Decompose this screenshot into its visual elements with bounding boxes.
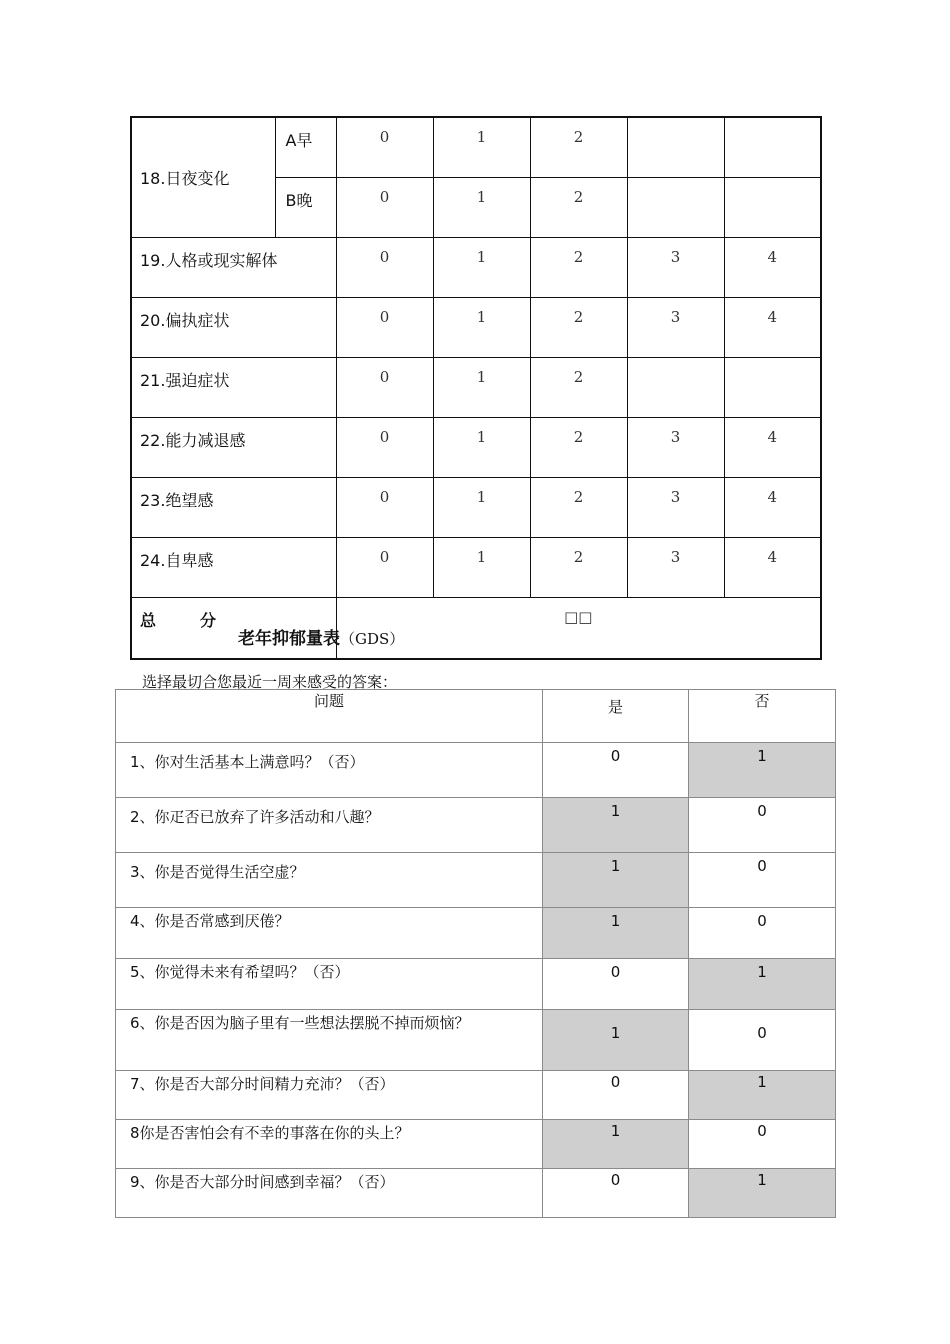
score-cell[interactable]: 1: [433, 418, 530, 478]
table-row: [116, 853, 836, 908]
score-cell[interactable]: 1: [433, 117, 530, 178]
score-cell[interactable]: 3: [627, 538, 724, 598]
item-18-label: 18.日夜变化: [131, 117, 275, 238]
score-cell[interactable]: 2: [530, 117, 627, 178]
score-cell[interactable]: 0: [336, 298, 433, 358]
score-cell[interactable]: 2: [530, 358, 627, 418]
gds-title: 老年抑郁量表（GDS）: [238, 629, 405, 649]
table-row: [116, 1169, 836, 1218]
answer-no[interactable]: 0: [689, 798, 836, 853]
answer-yes[interactable]: 0: [543, 743, 689, 798]
answer-no[interactable]: 1: [689, 1071, 836, 1120]
score-cell[interactable]: 4: [724, 298, 821, 358]
item-18b-label: B晚: [275, 178, 336, 238]
score-cell[interactable]: 4: [724, 478, 821, 538]
score-cell[interactable]: 1: [433, 298, 530, 358]
question-text: 6、你是否因为脑子里有一些想法摆脱不掉而烦恼？: [116, 1010, 543, 1071]
score-cell[interactable]: 0: [336, 117, 433, 178]
hamd-score-table: [130, 116, 822, 660]
item-label: 19.人格或现实解体: [131, 238, 336, 298]
question-text: 8你是否害怕会有不幸的事落在你的头上？: [116, 1120, 543, 1169]
item-label: 23.绝望感: [131, 478, 336, 538]
question-text: 3、你是否觉得生活空虚？: [116, 853, 543, 908]
score-cell[interactable]: 3: [627, 238, 724, 298]
question-text: 7、你是否大部分时间精力充沛？（否）: [116, 1071, 543, 1120]
item-label: 21.强迫症状: [131, 358, 336, 418]
score-cell[interactable]: 1: [433, 478, 530, 538]
score-cell[interactable]: 1: [433, 358, 530, 418]
answer-no[interactable]: 0: [689, 1010, 836, 1071]
table-row: [131, 117, 821, 178]
score-cell[interactable]: 4: [724, 538, 821, 598]
question-text: 9、你是否大部分时间感到幸福？（否）: [116, 1169, 543, 1218]
score-cell[interactable]: 2: [530, 178, 627, 238]
answer-no[interactable]: 0: [689, 908, 836, 959]
score-cell[interactable]: 2: [530, 238, 627, 298]
gds-instruction: 选择最切合您最近一周来感受的答案：: [142, 673, 398, 691]
answer-yes[interactable]: 1: [543, 1120, 689, 1169]
table-row: [116, 1010, 836, 1071]
score-cell[interactable]: 2: [530, 538, 627, 598]
score-cell[interactable]: 0: [336, 238, 433, 298]
total-label: 总 分: [131, 598, 336, 660]
answer-no[interactable]: 0: [689, 853, 836, 908]
total-row: [131, 598, 821, 660]
answer-yes[interactable]: 0: [543, 959, 689, 1010]
item-18a-label: A早: [275, 117, 336, 178]
question-text: 4、你是否常感到厌倦？: [116, 908, 543, 959]
answer-no[interactable]: 1: [689, 959, 836, 1010]
score-cell[interactable]: 3: [627, 298, 724, 358]
empty-cell: [724, 117, 821, 178]
header-no: 否: [689, 690, 836, 743]
question-text: 2、你疋否已放弃了许多活动和八趣？: [116, 798, 543, 853]
table-row: [131, 238, 821, 298]
table-row: [116, 798, 836, 853]
score-cell[interactable]: 0: [336, 538, 433, 598]
answer-yes[interactable]: 1: [543, 1010, 689, 1071]
answer-no[interactable]: 0: [689, 1120, 836, 1169]
empty-cell: [627, 358, 724, 418]
table-row: [116, 743, 836, 798]
table-row: [131, 418, 821, 478]
score-cell[interactable]: 1: [433, 178, 530, 238]
table-row: [116, 908, 836, 959]
table-row: [131, 538, 821, 598]
table-row: [116, 959, 836, 1010]
answer-no[interactable]: 1: [689, 743, 836, 798]
score-cell[interactable]: 0: [336, 358, 433, 418]
item-label: 24.自卑感: [131, 538, 336, 598]
score-cell[interactable]: 0: [336, 418, 433, 478]
score-cell[interactable]: 2: [530, 298, 627, 358]
header-question: 问题: [116, 690, 543, 743]
table-row: [116, 1120, 836, 1169]
table-row: [131, 478, 821, 538]
score-cell[interactable]: 2: [530, 478, 627, 538]
question-text: 1、你对生活基本上满意吗？（否）: [116, 743, 543, 798]
score-cell[interactable]: 1: [433, 238, 530, 298]
empty-cell: [627, 178, 724, 238]
score-cell[interactable]: 0: [336, 478, 433, 538]
answer-yes[interactable]: 1: [543, 908, 689, 959]
score-cell[interactable]: 3: [627, 478, 724, 538]
gds-table: [115, 689, 836, 1218]
score-cell[interactable]: 1: [433, 538, 530, 598]
answer-yes[interactable]: 0: [543, 1071, 689, 1120]
answer-yes[interactable]: 1: [543, 798, 689, 853]
score-cell[interactable]: 2: [530, 418, 627, 478]
table-header: [116, 690, 836, 743]
score-cell[interactable]: 4: [724, 418, 821, 478]
total-score[interactable]: □□: [336, 598, 821, 660]
table-row: [131, 358, 821, 418]
empty-cell: [724, 178, 821, 238]
empty-cell: [724, 358, 821, 418]
table-row: [131, 298, 821, 358]
item-label: 20.偏执症状: [131, 298, 336, 358]
question-text: 5、你觉得未来有希望吗？（否）: [116, 959, 543, 1010]
answer-yes[interactable]: 0: [543, 1169, 689, 1218]
item-label: 22.能力减退感: [131, 418, 336, 478]
header-yes: 是: [543, 690, 689, 743]
answer-no[interactable]: 1: [689, 1169, 836, 1218]
empty-cell: [627, 117, 724, 178]
score-cell[interactable]: 3: [627, 418, 724, 478]
score-cell[interactable]: 0: [336, 178, 433, 238]
score-cell[interactable]: 4: [724, 238, 821, 298]
answer-yes[interactable]: 1: [543, 853, 689, 908]
table-row: [116, 1071, 836, 1120]
